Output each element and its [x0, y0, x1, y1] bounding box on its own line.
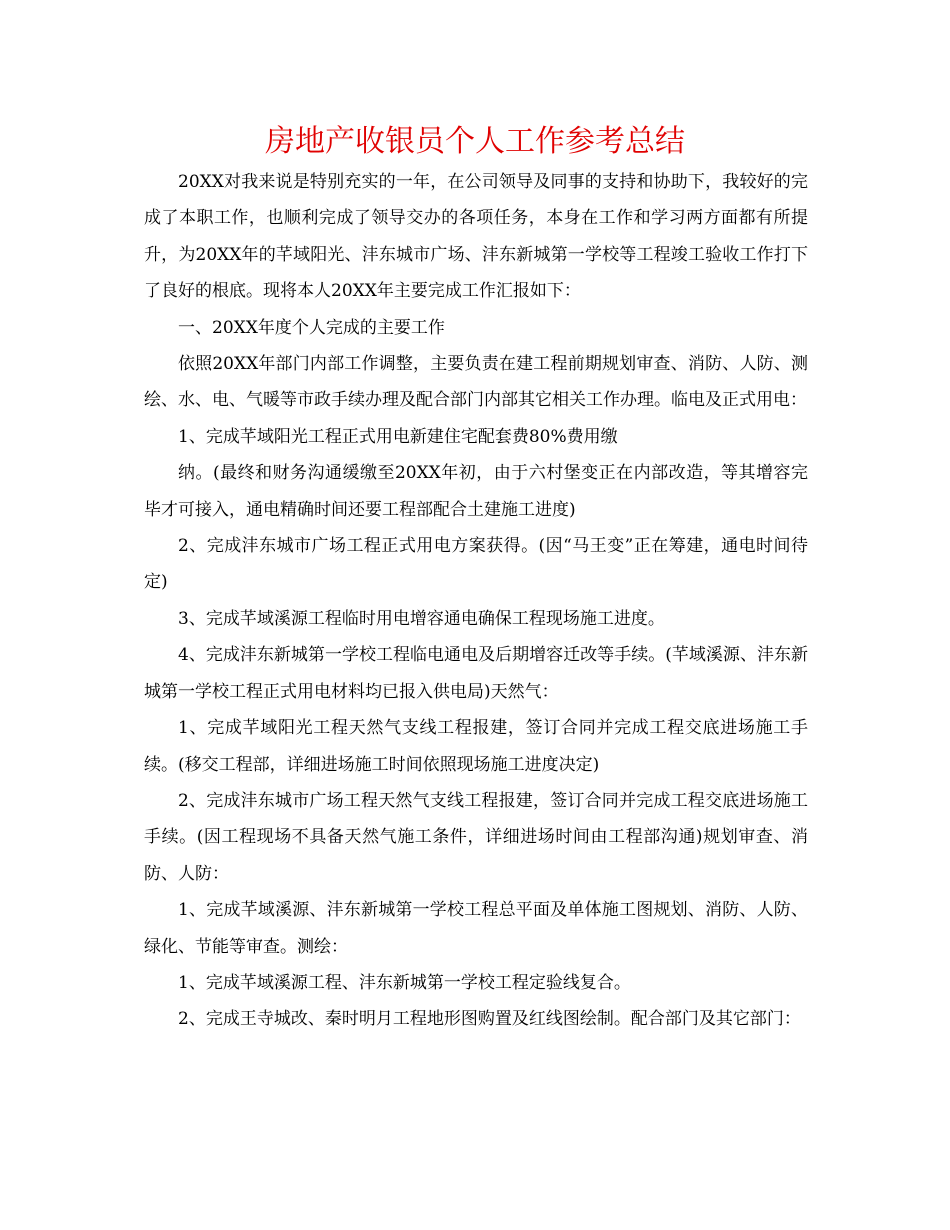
list-item: 2、完成王寺城改、秦时明月工程地形图购置及红线图绘制。配合部门及其它部门： — [178, 1009, 801, 1030]
document-body — [144, 164, 808, 1038]
list-item: 3、完成芊域溪源工程临时用电增容通电确保工程现场施工进度。 — [178, 608, 665, 629]
list-item: 1、完成芊域溪源、沣东新城第一学校工程总平面及单体施工图规划、消防、人防、绿化、节能等审查。测绘： — [144, 900, 808, 957]
list-item: 1、完成芊域阳光工程天然气支线工程报建，签订合同并完成工程交底进场施工手续。(移交工程部，详细进场施工时间依照现场施工进度决定) — [144, 718, 808, 775]
list-item: 4、完成沣东新城第一学校工程临电通电及后期增容迁改等手续。(芊域溪源、沣东新城第一学校工程正式用电材料均已报入供电局)天然气： — [144, 645, 808, 702]
list-item: 2、完成沣东城市广场工程正式用电方案获得。(因“马王变”正在筹建，通电时间待定) — [144, 536, 808, 593]
document-title: 房地产收银员个人工作参考总结 — [265, 124, 685, 159]
paragraph: 依照20XX年部门内部工作调整，主要负责在建工程前期规划审查、消防、人防、测绘、水、电、气暖等市政手续办理及配合部门内部其它相关工作办理。临电及正式用电： — [144, 354, 808, 411]
paragraph: 纳。(最终和财务沟通缓缴至20XX年初，由于六村堡变正在内部改造，等其增容完毕才可接入，通电精确时间还要工程部配合土建施工进度) — [144, 463, 808, 520]
paragraph-intro: 20XX对我来说是特别充实的一年，在公司领导及同事的支持和协助下，我较好的完成了本职工作，也顺利完成了领导交办的各项任务，本身在工作和学习两方面都有所提升，为20XX年的芊域阳光、沣东城市广场、沣东新城第一学校等工程竣工验收工作打下了良好的根底。现将本人20XX年主要完成工作汇报如下： — [144, 172, 808, 302]
list-item: 1、完成芊域阳光工程正式用电新建住宅配套费80%费用缴 — [178, 426, 618, 447]
section-heading: 一、20XX年度个人完成的主要工作 — [178, 317, 445, 338]
list-item: 2、完成沣东城市广场工程天然气支线工程报建，签订合同并完成工程交底进场施工手续。(因工程现场不具备天然气施工条件，详细进场时间由工程部沟通)规划审查、消防、人防： — [144, 790, 808, 884]
list-item: 1、完成芊域溪源工程、沣东新城第一学校工程定验线复合。 — [178, 972, 631, 993]
